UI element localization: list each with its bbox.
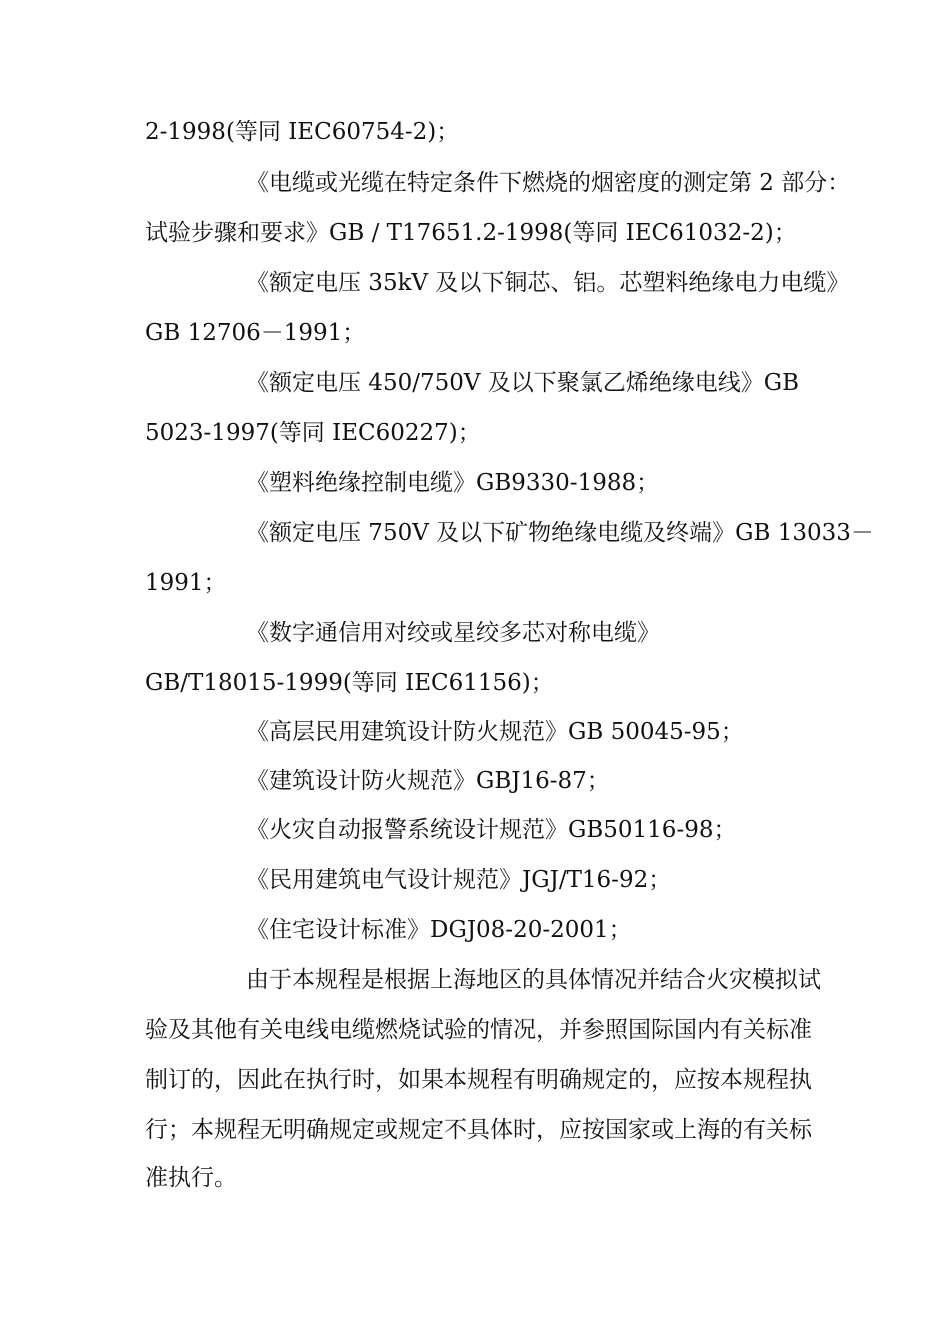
text-line-12: GB/T18015-1999(等同 IEC61156)； xyxy=(145,670,554,696)
text-line-11: 《数字通信用对绞或星绞多芯对称电缆》 xyxy=(246,620,660,646)
text-line-2: 《电缆或光缆在特定条件下燃烧的烟密度的测定第 2 部分： xyxy=(246,170,851,196)
text-line-13: 《高层民用建筑设计防火规范》GB 50045-95； xyxy=(246,719,744,745)
text-line-3: 试验步骤和要求》GB / T17651.2-1998(等同 IEC61032-2)； xyxy=(145,220,797,246)
text-line-15: 《火灾自动报警系统设计规范》GB50116-98； xyxy=(246,817,737,843)
text-line-10: 1991； xyxy=(145,570,227,596)
text-line-9: 《额定电压 750V 及以下矿物绝缘电缆及终端》GB 13033－ xyxy=(246,520,874,546)
text-line-21: 行；本规程无明确规定或规定不具体时，应按国家或上海的有关标 xyxy=(145,1117,812,1143)
text-line-6: 《额定电压 450/750V 及以下聚氯乙烯绝缘电线》GB xyxy=(246,370,800,396)
text-line-1: 2-1998(等同 IEC60754-2)； xyxy=(145,119,460,145)
text-line-20: 制订的，因此在执行时，如果本规程有明确规定的，应按本规程执 xyxy=(145,1067,812,1093)
text-line-17: 《住宅设计标准》DGJ08-20-2001； xyxy=(246,917,632,943)
text-line-7: 5023-1997(等同 IEC60227)； xyxy=(145,420,481,446)
text-line-4: 《额定电压 35kV 及以下铜芯、铝。芯塑料绝缘电力电缆》 xyxy=(246,270,850,296)
text-line-5: GB 12706－1991； xyxy=(145,320,366,346)
text-line-19: 验及其他有关电线电缆燃烧试验的情况，并参照国际国内有关标准 xyxy=(145,1017,812,1043)
text-line-18: 由于本规程是根据上海地区的具体情况并结合火灾模拟试 xyxy=(246,967,821,993)
text-line-16: 《民用建筑电气设计规范》JGJ/T16-92； xyxy=(246,867,672,893)
text-line-22: 准执行。 xyxy=(145,1165,237,1191)
text-line-14: 《建筑设计防火规范》GBJ16-87； xyxy=(246,768,610,794)
text-line-8: 《塑料绝缘控制电缆》GB9330-1988； xyxy=(246,470,660,496)
